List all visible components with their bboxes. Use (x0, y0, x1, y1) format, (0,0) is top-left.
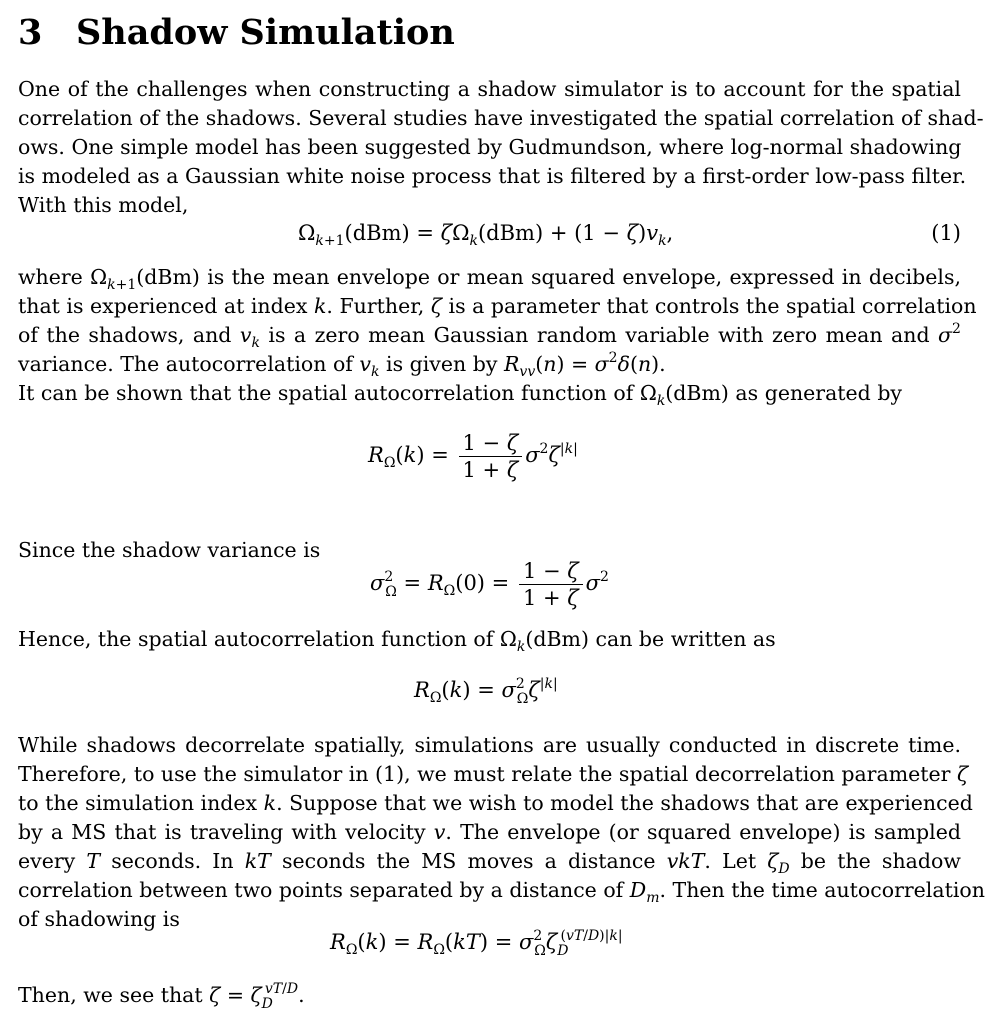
text-line: Therefore, to use the simulator in (1), we must relate the spatial decorrelation parameter ζ (18, 762, 969, 786)
text-line: While shadows decorrelate spatially, simulations are usually conducted in discrete time. (18, 733, 961, 757)
text-line: of the shadows, and $v_k$ is a zero mean Gaussian random variable with zero mean and $\sigma^2$ (18, 321, 961, 351)
text-line: ows. One simple model has been suggested by Gudmundson, where log-normal shadowing (18, 135, 962, 159)
text-line: It can be shown that the spatial autocorrelation function of $\Omega_k(dBm)$ as generated by (18, 381, 903, 409)
section-title: Shadow Simulation (76, 12, 455, 53)
text-line: every T seconds. In kT seconds the MS moves a distance vkT. Let $\zeta_D$ be the shadow (18, 849, 961, 877)
text-line: by a MS that is traveling with velocity v. The envelope (or squared envelope) is sampled (18, 820, 961, 844)
text-line: of shadowing is (18, 907, 180, 931)
text-line: to the simulation index k. Suppose that we wish to model the shadows that are experienced (18, 791, 973, 815)
text-line: that is experienced at index k. Further, ζ is a parameter that controls the spatial correlation (18, 294, 977, 318)
text-line: is modeled as a Gaussian white noise process that is filtered by a first-order low-pass filter. (18, 164, 967, 188)
equation-number: (1) (931, 221, 961, 245)
text-line: where $\Omega_{k+1}(dBm)$ is the mean envelope or mean squared envelope, expressed in decibels, (18, 265, 961, 293)
equation-1: $\Omega_{k+1}(dBm) = \zeta\Omega_k(dBm) + (1 - \zeta)v_k$, (298, 221, 674, 249)
text-line: correlation between two points separated by a distance of $D_m$. Then the time autocorrelation (18, 878, 985, 906)
text-line: Since the shadow variance is (18, 538, 321, 562)
text-line: variance. The autocorrelation of $v_k$ is given by $R_{vv}(n) = \sigma^2\delta(n)$. (18, 350, 666, 380)
text-line: correlation of the shadows. Several studies have investigated the spatial correlation of shad- (18, 106, 984, 130)
section-heading (18, 12, 455, 53)
equation-variance: $\sigma^2_\Omega = R_\Omega(0)$ = $\frac{1 - \zeta}{1 + \zeta}$ $\sigma^2$ (370, 559, 609, 610)
equation-time-autocorrelation: $R_\Omega(k) = R_\Omega(kT) = \sigma^2_\Omega\zeta_D^{(vT/D)|k|}$ (330, 928, 623, 959)
equation-autocorrelation: $R_\Omega(k)$ = $\frac{1 - \zeta}{1 + \zeta}$ $\sigma^2\zeta^{|k|}$ (368, 431, 578, 482)
text-line: Then, we see that $\zeta = \zeta_D^{vT/D}$. (18, 981, 305, 1012)
section-number: 3 (18, 12, 43, 53)
equation-autocorrelation-variance: $R_\Omega(k) = \sigma^2_\Omega\zeta^{|k|}$ (414, 676, 558, 707)
text-line: One of the challenges when constructing a shadow simulator is to account for the spatial (18, 77, 961, 101)
text-line: Hence, the spatial autocorrelation function of $\Omega_k(dBm)$ can be written as (18, 627, 776, 655)
text-line: With this model, (18, 193, 189, 217)
